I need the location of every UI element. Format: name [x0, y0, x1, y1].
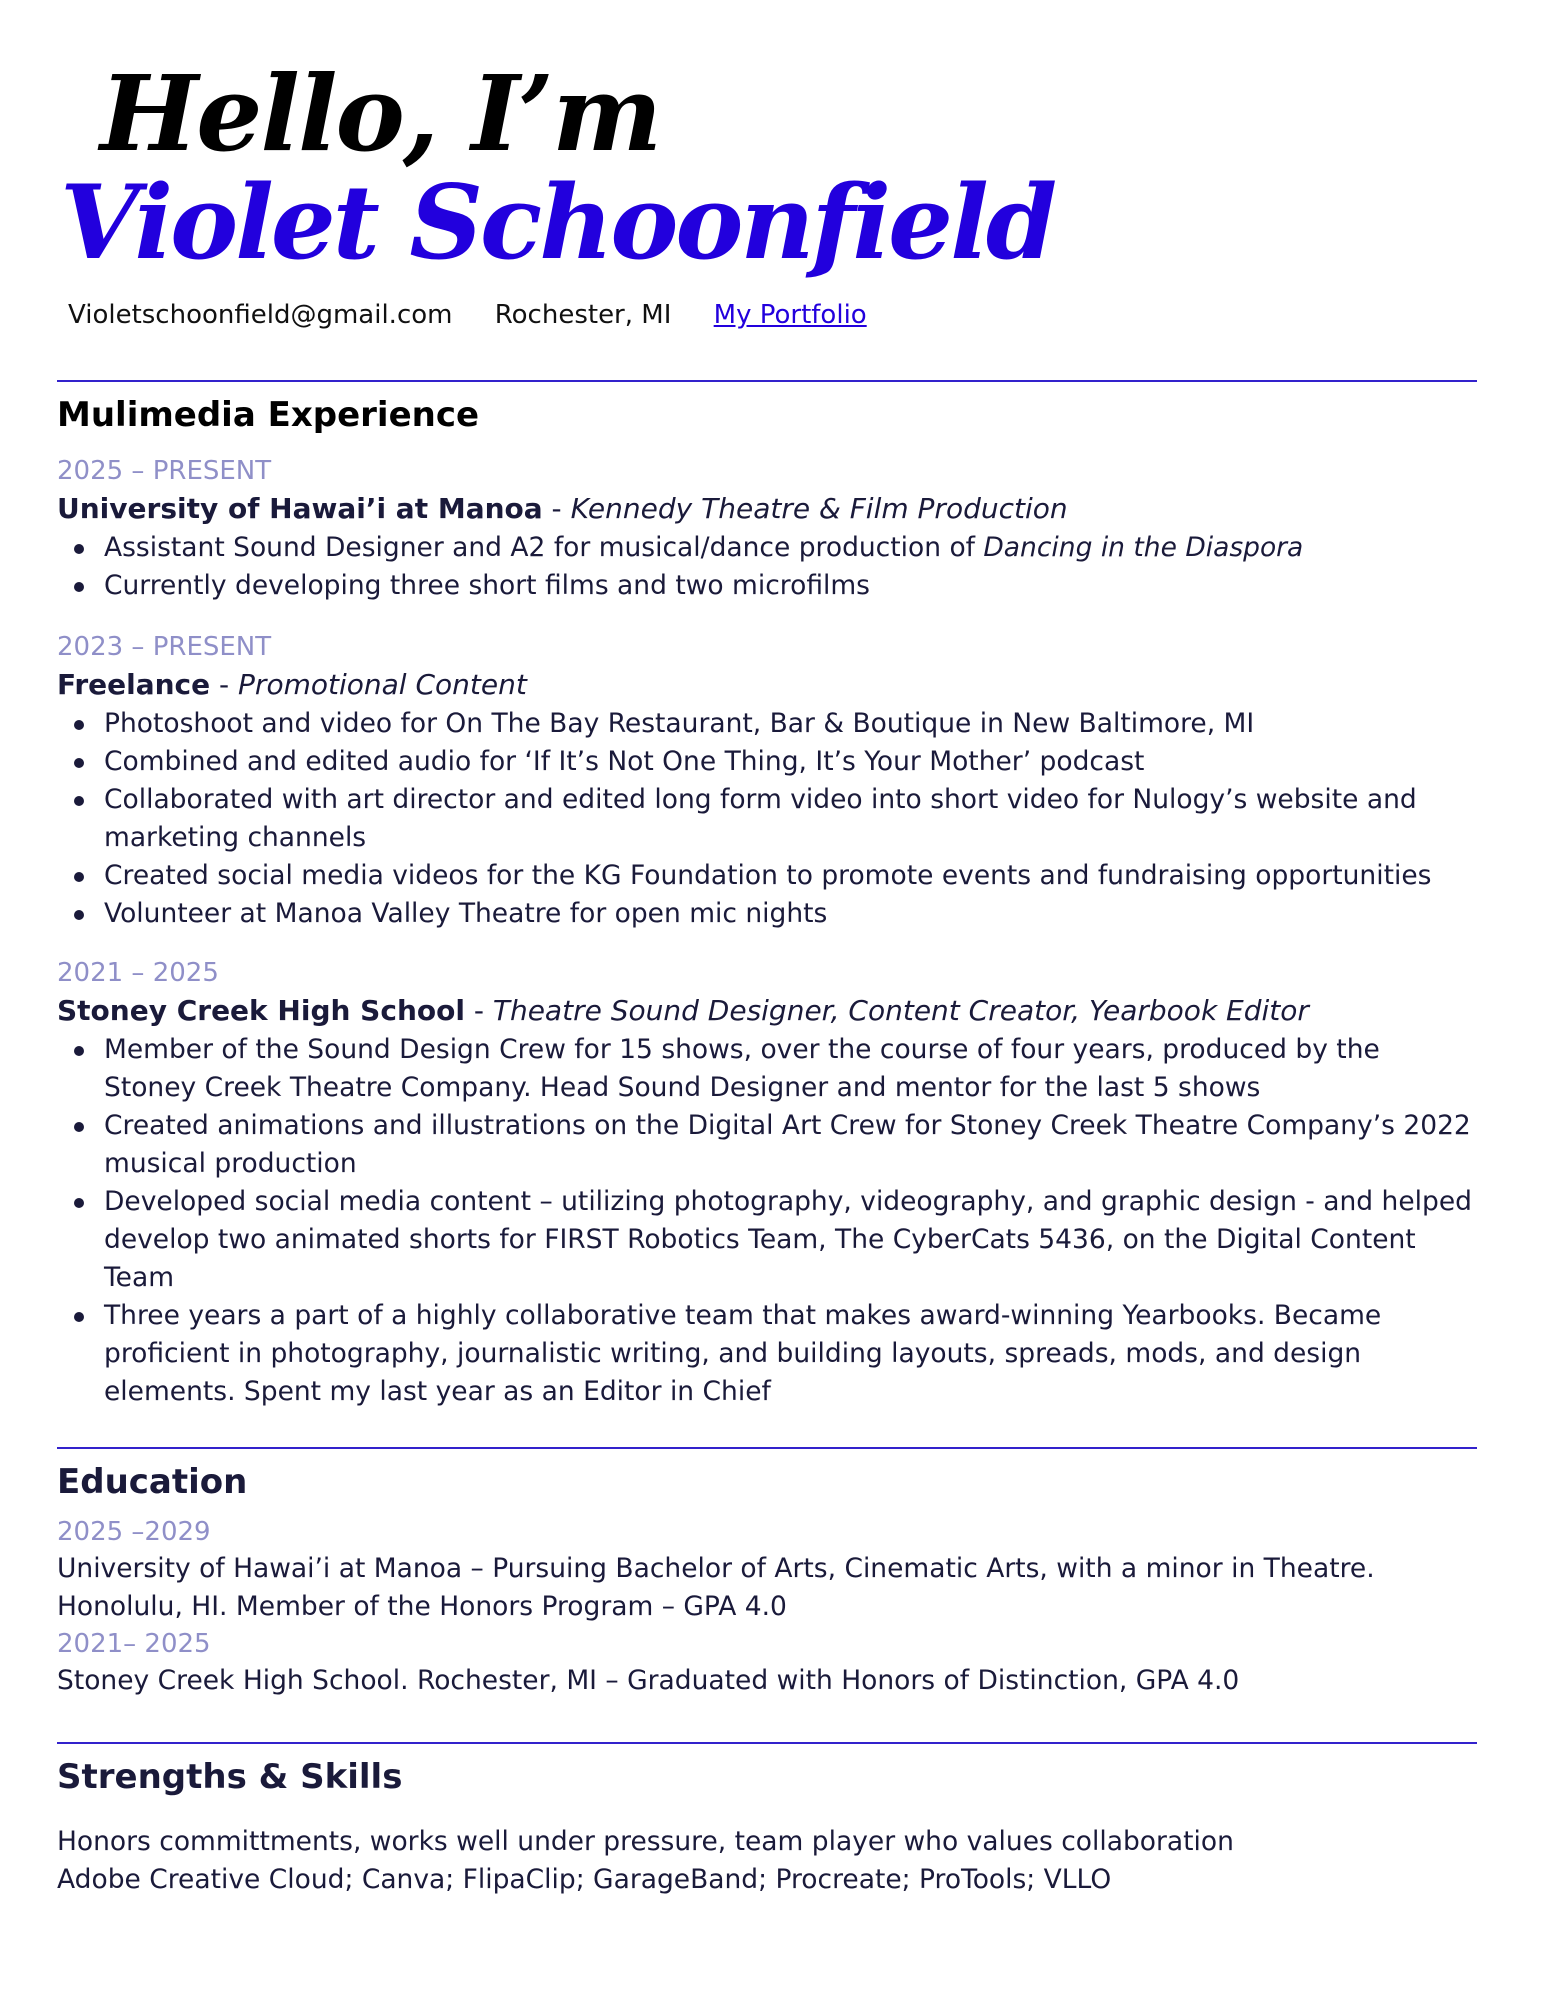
divider — [57, 380, 1477, 382]
skills-line: Honors committments, works well under pressure, team player who values collaboration — [57, 1826, 1234, 1857]
entry-role: Kennedy Theatre & Film Production — [570, 492, 1068, 525]
bullet-item: Created social media videos for the KG Foundation to promote events and fundraising opportunities — [57, 857, 1477, 895]
entry-heading — [57, 489, 1477, 529]
skills-line: Adobe Creative Cloud; Canva; FlipaClip; GarageBand; Procreate; ProTools; VLLO — [57, 1864, 1112, 1895]
bullet-item: Created animations and illustrations on the Digital Art Crew for Stoney Creek Theatre Company’s 2022 musical production — [57, 1107, 1477, 1183]
entry-role: Theatre Sound Designer, Content Creator, Yearbook Editor — [492, 994, 1309, 1027]
entry-date: 2021 – 2025 — [57, 958, 219, 988]
education-date: 2021– 2025 — [57, 1629, 211, 1659]
entry-role: Promotional Content — [238, 668, 527, 701]
entry-bullets — [57, 1031, 1477, 1411]
education-line: Honolulu, HI. Member of the Honors Program – GPA 4.0 — [57, 1591, 787, 1622]
entry-bullets — [57, 705, 1477, 933]
bullet-item — [57, 529, 1477, 567]
skills-list — [57, 1823, 1477, 1899]
experience-section-title: Mulimedia Experience — [57, 395, 480, 435]
entry-heading — [57, 991, 1477, 1031]
entry-date: 2023 – PRESENT — [57, 632, 272, 662]
entry-heading — [57, 665, 1477, 705]
education-line: Stoney Creek High School. Rochester, MI – Graduated with Honors of Distinction, GPA 4.0 — [57, 1665, 1240, 1696]
entry-separator: - — [464, 994, 493, 1027]
contact-bar — [68, 300, 867, 330]
bullet-item: Member of the Sound Design Crew for 15 shows, over the course of four years, produced by the Stoney Creek Theatre Company. Head Sound Designer and mentor for the last 5 shows — [57, 1031, 1477, 1107]
divider — [57, 1447, 1477, 1449]
entry-org: Freelance — [57, 668, 211, 701]
entry-org: University of Hawai’i at Manoa — [57, 492, 543, 525]
bullet-item: Currently developing three short films and two microfilms — [57, 567, 1477, 605]
entry-bullets — [57, 529, 1477, 605]
entry-org: Stoney Creek High School — [57, 994, 465, 1027]
name-heading: Violet Schoonfield — [60, 163, 1055, 283]
divider — [57, 1742, 1477, 1744]
bullet-item: Three years a part of a highly collaborative team that makes award-winning Yearbooks. Became proficient in photography, journalistic writing, and building layouts, spreads, mods, and design elements. Spent my last year as an Editor in Chief — [57, 1297, 1477, 1411]
bullet-item: Collaborated with art director and edited long form video into short video for Nulogy’s website and marketing channels — [57, 781, 1477, 857]
portfolio-link[interactable]: My Portfolio — [713, 300, 867, 330]
bullet-text: Assistant Sound Designer and A2 for musical/dance production of — [104, 532, 984, 563]
bullet-item: Photoshoot and video for On The Bay Restaurant, Bar & Boutique in New Baltimore, MI — [57, 705, 1477, 743]
education-section-title: Education — [57, 1462, 248, 1502]
bullet-italic-text: Dancing in the Diaspora — [983, 532, 1304, 563]
experience-entry-stoney-creek — [57, 955, 1477, 1411]
experience-entry-hawaii — [57, 453, 1477, 605]
entry-separator: - — [542, 492, 571, 525]
education-line: University of Hawai’i at Manoa – Pursuing Bachelor of Arts, Cinematic Arts, with a minor in Theatre. — [57, 1553, 1375, 1584]
bullet-item: Volunteer at Manoa Valley Theatre for open mic nights — [57, 895, 1477, 933]
bullet-item: Developed social media content – utilizing photography, videography, and graphic design - and helped develop two animated shorts for FIRST Robotics Team, The CyberCats 5436, on the Digital Content Team — [57, 1183, 1477, 1297]
skills-section-title: Strengths & Skills — [57, 1757, 403, 1797]
bullet-item: Combined and edited audio for ‘If It’s Not One Thing, It’s Your Mother’ podcast — [57, 743, 1477, 781]
greeting-heading: Hello, I’m — [100, 52, 661, 175]
education-list — [57, 1514, 1477, 1700]
entry-separator: - — [210, 668, 239, 701]
location-text: Rochester, MI — [494, 300, 672, 330]
experience-entry-freelance — [57, 629, 1477, 933]
email-text: Violetschoonfield@gmail.com — [68, 300, 453, 330]
entry-date: 2025 – PRESENT — [57, 456, 272, 486]
education-date: 2025 –2029 — [57, 1517, 211, 1547]
